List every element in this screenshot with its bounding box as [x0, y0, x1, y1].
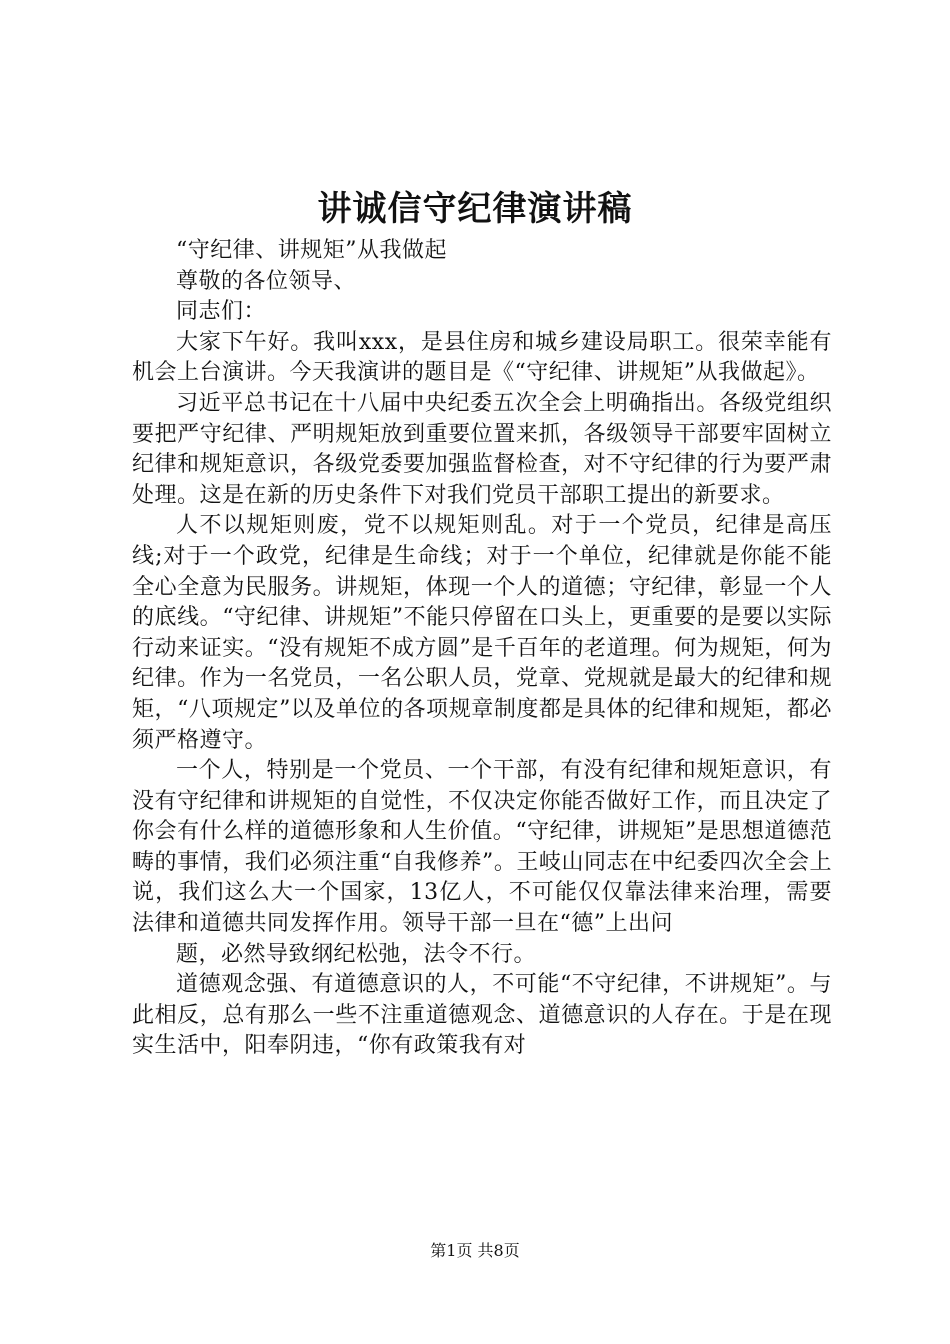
paragraph-rules: 人不以规矩则废，党不以规矩则乱。对于一个党员，纪律是高压线;对于一个政党，纪律是生命线；对于一个单位，纪律就是你能不能全心全意为民服务。讲规矩，体现一个人的道德；守纪律，彰显一个人的底线。“守纪律、讲规矩”不能只停留在口头上，更重要的是要以实际行动来证实。“没有规矩不成方圆”是千百年的老道理。何为规矩，何为纪律。作为一名党员，一名公职人员，党章、党规就是最大的纪律和规矩，“八项规定”以及单位的各项规章制度都是具体的纪律和规矩，都必须严格遵守。: [132, 513, 832, 753]
document-body: [132, 236, 832, 1062]
paragraph-greeting: 大家下午好。我叫xxx，是县住房和城乡建设局职工。很荣幸能有机会上台演讲。今天我演讲的题目是《“守纪律、讲规矩”从我做起》。: [132, 329, 832, 386]
paragraph-morality-awareness: 道德观念强、有道德意识的人，不可能“不守纪律，不讲规矩”。与此相反，总有那么一些不注重道德观念、道德意识的人存在。于是在现实生活中，阳奉阴违，“你有政策我有对: [132, 972, 832, 1059]
paragraph-continuation: 题，必然导致纲纪松弛，法令不行。: [176, 941, 537, 967]
document-title: 讲诚信守纪律演讲稿: [317, 189, 633, 229]
page-number-footer: 第1页 共8页: [430, 1241, 520, 1260]
paragraph-morality: 一个人，特别是一个党员、一个干部，有没有纪律和规矩意识，有没有守纪律和讲规矩的自觉性，不仅决定你能否做好工作，而且决定了你会有什么样的道德形象和人生价值。“守纪律，讲规矩”是思想道德范畴的事情，我们必须注重“自我修养”。王岐山同志在中纪委四次全会上说，我们这么大一个国家，13亿人，不可能仅仅靠法律来治理，需要法律和道德共同发挥作用。领导干部一旦在“德”上出问: [132, 758, 832, 937]
paragraph-salutation-2: 同志们：: [176, 299, 267, 325]
paragraph-xi-speech: 习近平总书记在十八届中央纪委五次全会上明确指出。各级党组织要把严守纪律、严明规矩放到重要位置来抓，各级领导干部要牢固树立纪律和规矩意识，各级党委要加强监督检查，对不守纪律的行为要严肃处理。这是在新的历史条件下对我们党员干部职工提出的新要求。: [132, 390, 832, 508]
paragraph-subtitle: “守纪律、讲规矩”从我做起: [176, 238, 447, 263]
paragraph-salutation-1: 尊敬的各位领导、: [176, 268, 357, 294]
